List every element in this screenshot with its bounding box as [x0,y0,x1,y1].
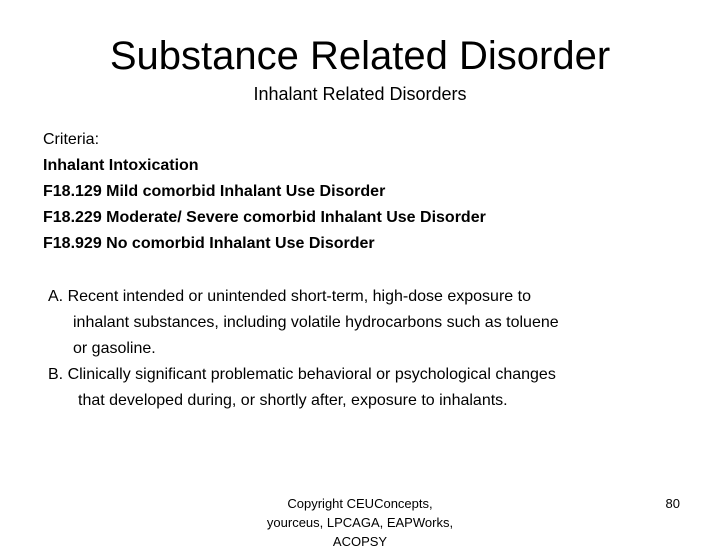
copyright-footer [240,494,480,549]
copyright-line: ACOPSY [332,534,388,549]
criterion-b-line: B. Clinically significant problematic behavioral or psychological changes [48,366,556,383]
copyright-line: Copyright CEUConcepts, [287,496,433,511]
criteria-block [43,127,683,257]
copyright-line: yourceus, LPCAGA, EAPWorks, [266,515,454,530]
criterion-a-line: inhalant substances, including volatile hydrocarbons such as toluene [73,314,559,331]
criteria-item: Inhalant Intoxication [43,157,199,174]
criterion-a-line: or gasoline. [73,340,156,357]
criteria-description [48,284,688,414]
slide-title: Substance Related Disorder [109,34,611,78]
criteria-item: F18.229 Moderate/ Severe comorbid Inhalant Use Disorder [43,209,486,226]
page-number: 80 [665,496,680,511]
criteria-item: F18.929 No comorbid Inhalant Use Disorder [43,235,375,252]
criteria-heading: Criteria: [43,131,100,148]
criteria-item: F18.129 Mild comorbid Inhalant Use Disorder [43,183,386,200]
criterion-a-line: A. Recent intended or unintended short-term, high-dose exposure to [48,288,531,305]
slide-subtitle: Inhalant Related Disorders [253,84,467,104]
criterion-b-line: that developed during, or shortly after, exposure to inhalants. [78,392,508,409]
